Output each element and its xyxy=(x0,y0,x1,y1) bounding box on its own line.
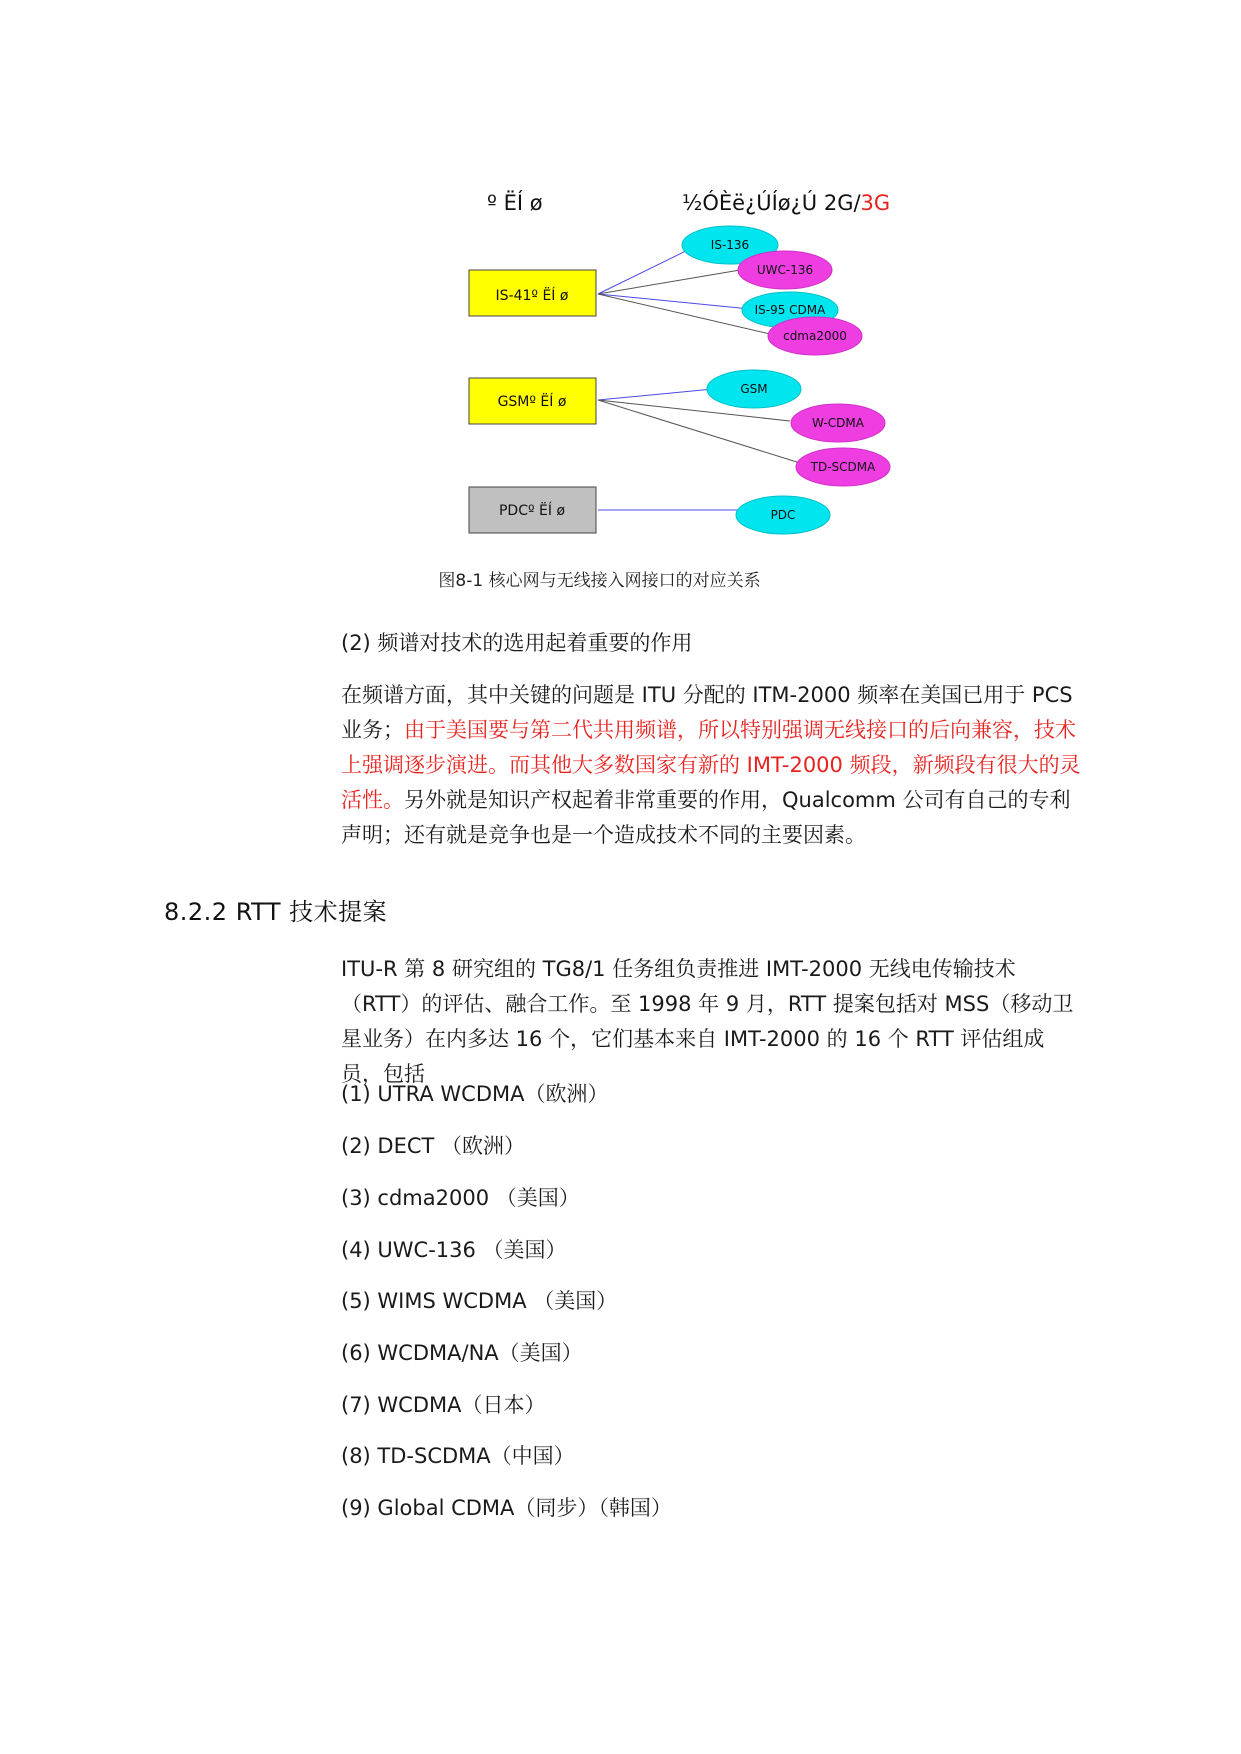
list-item: (5) WIMS WCDMA （美国） xyxy=(341,1289,618,1313)
list-item: (1) UTRA WCDMA（欧洲） xyxy=(341,1082,609,1106)
subsection-title: (2) 频谱对技术的选用起着重要的作用 xyxy=(341,631,693,655)
rtt-intro-paragraph: ITU-R 第 8 研究组的 TG8/1 任务组负责推进 IMT-2000 无线电传输技术（RTT）的评估、融合工作。至 1998 年 9 月，RTT 提案包括对 MSS（移动卫星业务）在内多达 16 个，它们基本来自 IMT-2000 的 16 个 RTT 评估组成员，包括 xyxy=(341,957,1074,1086)
figure-caption xyxy=(0,566,1241,591)
node-gsm xyxy=(707,370,801,408)
list-item: (8) TD-SCDMA（中国） xyxy=(341,1444,575,1468)
connector-line xyxy=(598,400,800,463)
connector-line xyxy=(598,248,692,294)
list-item: (7) WCDMA（日本） xyxy=(341,1393,546,1417)
node-label: PDC xyxy=(770,508,796,522)
diagram-header-right xyxy=(682,190,890,215)
core-box-gsm xyxy=(469,378,596,424)
header-right-2g: 2G/ xyxy=(823,191,861,215)
diagram-header-left: º ËÍ ø xyxy=(487,191,543,215)
node-tdscdma xyxy=(796,448,890,486)
node-label: cdma2000 xyxy=(783,329,847,343)
node-label: IS-136 xyxy=(710,238,750,252)
node-label: IS-95 CDMA xyxy=(754,303,826,317)
connector-line xyxy=(598,389,713,400)
network-interface-diagram xyxy=(0,0,1241,560)
paragraph-text: 在频谱方面，其中关键的问题是 ITU 分配的 ITM-2000 频率在美国已用于 PCS 业务； xyxy=(341,683,1073,742)
node-label: TD-SCDMA xyxy=(810,460,876,474)
node-wcdma xyxy=(791,404,885,442)
connector-line xyxy=(598,270,740,294)
list-item: (3) cdma2000 （美国） xyxy=(341,1186,580,1210)
core-box-label: IS-41º ËÍ ø xyxy=(495,288,569,304)
core-box-label: PDCº ËÍ ø xyxy=(498,503,566,519)
connector-line xyxy=(598,294,750,309)
header-right-prefix: ½ÓÈë¿ÚÍø¿Ú xyxy=(682,191,824,215)
list-item: (4) UWC-136 （美国） xyxy=(341,1238,567,1262)
node-label: GSM xyxy=(740,382,768,396)
spectrum-paragraph xyxy=(341,678,1081,853)
paragraph-highlighted-text: 由于美国要与第二代共用频谱，所以特别强调无线接口的后向兼容，技术上强调逐步演进。而其他大多数国家有新的 IMT-2000 频段，新频段有很大的灵活性。 xyxy=(341,718,1081,812)
node-pdc xyxy=(736,496,830,534)
section-heading: 8.2.2 RTT 技术提案 xyxy=(164,898,388,926)
node-uwc136 xyxy=(738,251,832,289)
node-cdma2000 xyxy=(768,317,862,355)
core-box-pdc xyxy=(469,487,596,533)
paragraph-text: 另外就是知识产权起着非常重要的作用，Qualcomm 公司有自己的专利声明；还有就是竞争也是一个造成技术不同的主要因素。 xyxy=(341,788,1071,847)
core-box-is41 xyxy=(469,270,596,316)
list-item: (2) DECT （欧洲） xyxy=(341,1134,526,1158)
node-label: UWC-136 xyxy=(756,263,814,277)
list-item: (6) WCDMA/NA（美国） xyxy=(341,1341,583,1365)
figure-caption-text: 图8-1 核心网与无线接入网接口的对应关系 xyxy=(438,571,761,591)
node-label: W-CDMA xyxy=(812,416,864,430)
header-right-3g: 3G xyxy=(860,191,891,215)
core-box-label: GSMº ËÍ ø xyxy=(497,394,567,410)
list-item: (9) Global CDMA（同步）（韩国） xyxy=(341,1496,672,1520)
